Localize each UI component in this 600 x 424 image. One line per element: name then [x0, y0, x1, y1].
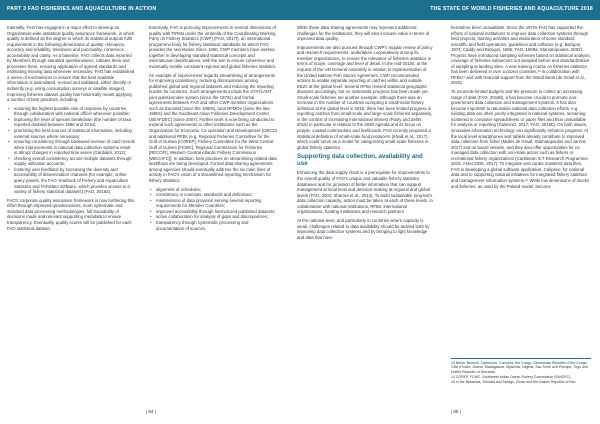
footnote: 15 In the Bahamas, Trinidad and Tobago, Oman and the Islamic Republic of Iran.: [451, 379, 577, 384]
list-item: • fostering user feedback by increasing the diversity and accessibility of dissemination channels (for example, online query panels, the FAO Yearbook of Fishery and Aquaculture Statistics and FishStatJ software, which provides access to a variety of fishery statistical datasets) (FAO, 2018a).: [14, 167, 135, 195]
list-item: • active collaboration for analysis of gaps and discrepancies;: [156, 214, 277, 220]
paragraph: To reconcile limited budgets and the pressure to collect an increasing range of data (FAO, 2018b), it has become crucial to promote non-government data collection and management systems. It has also become important to rationalize national data collection efforts, e.g. existing data are often poorly integrated in national systems, remaining scattered in computer spreadsheets or paper files and thus unavailable for analysis or reporting (Gutierrez, 2017; FAO, 2018b). On both issues, innovative information technology can significantly enhance progress: At the local level smartphones and tablets already contribute to improved data collection from fisher (Muller de Graaf, Stamatopoulos and Jarrett, 2017) and on board vessels, and they also offer opportunities for co-managed data collection with non-state actors such as fishers or recreational fishery organizations (Caribbean ICT Research Programme, 2016; ANACODE, 2017). To integrate and curate scattered data files, FAO is developing a global software application, Calipseo, for national data and to supporting national initiatives for integrated fishery statistics and management information systems.¹⁵ While low dimensions of stocks and fisheries, as used by the Poland model, become: [451, 89, 589, 189]
section-heading: Supporting data collection, availability and use: [297, 153, 423, 168]
part-title: PART 3 FAO FISHERIES AND AQUACULTURE IN ACTION: [7, 6, 157, 12]
paragraph: At the national level, and particularly in countries where capacity is weak, challenges related to data availability should be tackled both by improving data collection systems and by bringing to light knowledge and data that have: [297, 217, 430, 240]
list-item: • ensuring the highest possible rate of response by countries through collaboration with national officer whenever possible;: [14, 106, 135, 117]
column-2: [149, 25, 277, 234]
paragraph: Enhancing the data supply chain is a prerequisite for improvements to the overall quality of FAO's unique and valuable fishery statistics databases and for provision of better information that can support management at local level and decision-making at regional and global levels (FAO, 2002; Sharma et al., 2014). To build sustainable long-term data collection capacity, action must be taken at each of these levels, in collaboration with national institutions, RFBs, international organizations, funding institutions and research partners.: [297, 170, 433, 215]
list-item: • transparency through systematic processing and documentation of sources.: [156, 220, 277, 231]
column-4: [451, 25, 591, 192]
column-1: [7, 25, 135, 234]
paragraph: FAO's corporate quality assurance framework is now furthering this effort through improved questionnaires, more systematic and standard data processing methodologies, full traceability of decisions made and relevant supporting metadata to ensure transparency. Eventually, quality scores will be published for each FAO statistical dataset.: [7, 197, 135, 231]
paragraph: An example of improvement regards streamlining of arrangements for improving consistency, reducing discrepancies among published global and regional datasets and reducing the reporting burden for countries. Such arrangements include the STATLANT joint questionnaire system (since the 1970s) and formal agreements between FAO and other CWP member organizations such as Eurostat (since the 1980s), tuna RFMOs (since the late 1990s) and the Southeast Asian Fisheries Development Center (SEAFDEC) (since 2007). Further work is now being conducted to expand such agreements to other institutions such as the Organization for Economic Co-operation and Development (OECD) and additional RFBs (e.g. Regional Fisheries Committee for the Gulf of Guinea [COREP], Fishery Committee for the West Central Gulf of Guinea [FCWC], Regional Commission for Fisheries [RECOFI], Western Central Atlantic Fishery Commission [WECAFC]). In addition, best practices on streamlining related data workflows are being developed. Formal data sharing agreements among agencies should eventually address the six main lines of activity in FAO's vision of a streamlined reporting mechanism for fishery statistics:: [149, 72, 278, 183]
footnote: 13 Benin, Burundi, Cameroon, Comoros, the Congo, Democratic Republic of the Congo, Côte d'Ivoire, Gabon, Madagascar, Myanmar, Nigeria, Sao Tome and Principe, Togo and United Republic of Tanzania.: [451, 361, 588, 374]
bullet-list: [7, 106, 135, 195]
list-item: • ensuring consistency through backward revision of catch trends when improvements in national data collection systems result in abrupt changes in reported time series (Garibaldi, 2012);: [14, 139, 135, 156]
column-3: [297, 25, 433, 243]
page-header: [0, 0, 600, 20]
list-item: • improving the level of species breakdown (the number of taxa reported doubled between 1996 and 2016);: [14, 117, 135, 128]
list-item: • maintenance of data provision serving several reporting requirements for Member Countries;: [156, 198, 277, 209]
list-item: • alignment of schedules;: [156, 187, 277, 193]
bullet-list: [149, 187, 277, 231]
page-number-right: | 95 |: [451, 409, 461, 414]
paragraph: Internally, FAO has engaged in a major effort to develop an Organization-wide statistical quality assurance framework, in which quality is defined as the degree to which its statistical outputs fulfil requirements in the following dimensions of quality: relevance, accuracy and reliability, timeliness and punctuality, coherence, accessibility and clarity. As a baseline, FAO collects data reported by Members through standard questionnaires, collates them and processes them, ensuring application of agreed standards and estimating missing data whenever necessary. FAO has established a series of mechanisms to ensure that the best available information is assimilated, revised and validated, either directly or indirectly (e.g. using consumption surveys or satellite images). Improving fisheries dataset quality has historically meant applying a number of best practices, including:: [7, 25, 135, 103]
list-item: • improved accessibility through harmonized published datasets;: [156, 209, 277, 215]
list-item: • checking overall consistency across multiple datasets through supply utilization accounts;: [14, 156, 135, 167]
paragraph: heretofore been unavailable. Since the 1970s FAO has supported the efforts of national institutions to improve data collection systems through field projects, training activities and elaboration of some standard scientific and field operations, guidelines and software (e.g. Bazigos, 1974; Caddy and Bazigos, 1985; FAO, 1999a; Stamatopoulos, 2002). Projects have introduced sampling schemes based on statistical analysis, coverage of fisheries subsectors not sampled before and standardization of sampling at landing sites. A new training course on fisheries statistics has been delivered in over a dozen countries,¹³ in collaboration with RFBs¹⁴ and with financial support from the World Bank (de Graaf et al., 2016).: [451, 25, 591, 86]
page-number-left: | 94 |: [146, 409, 156, 414]
footnote: 14 COREP, FCWC, Southwest Indian Ocean Fishery Commission (SWIOFC).: [451, 374, 572, 379]
list-item: • consistency in concepts, standards and definitions;: [156, 192, 277, 198]
list-item: • prioritizing the best sources of statistical information, including external sources where necessary;: [14, 128, 135, 139]
footnotes: [451, 358, 591, 385]
paragraph: Improvements are also pursued through CWP's regular review of policy and research requirements, undertaken cooperatively among its member organizations, to ensure the relevance of fisheries statistics in terms of scope, coverage and level of detail. In the mid-2010s, at the request of the UN General Assembly in relation to implementation of the United Nations Fish Stocks Agreement, CWP recommended actions to enable separate reporting of catches within and outside EEZs at the global level. Several RFBs revised statistical geographic divisions accordingly, but no systematic progress has been made yet. Small-scale fisheries are another example: although there was an increase in the number of countries accepting a small-scale fishery definition at the global level in 2016, there has been limited progress in reporting catches from small-scale and large-scale fisheries separately, in the context of increasing international interest (Pauly and Zeller, 2016) in particular in relation to the 2030 Agenda and its focus on people, coastal communities and livelihoods. FAO recently proposed a statistical definition of small-scale food producers (Khalil et al., 2017), which could serve as a model for categorizing small-scale fisheries in global fishery statistics.: [297, 44, 433, 150]
paragraph: While these data sharing agreements may represent additional challenges for the institutions, they will also increase value in terms of improved data quality.: [297, 25, 430, 42]
paragraph: Externally, FAO is pursuing improvements in several dimensions of quality with FIRMs under the umbrella of the Coordinating Working Party on Fishery Statistics (CWP) (FAO, 2017f), an international programme body for fishery statistical standards for which FAO provides the secretariat. Since 1960, CWP members have worked together in developing standard statistical concepts and international classifications, with the aim to ensure coherence and eventually enable consistent regional and global fisheries statistics.: [149, 25, 277, 69]
report-title: THE STATE OF WORLD FISHERIES AND AQUACULTURE 2018: [430, 6, 593, 12]
